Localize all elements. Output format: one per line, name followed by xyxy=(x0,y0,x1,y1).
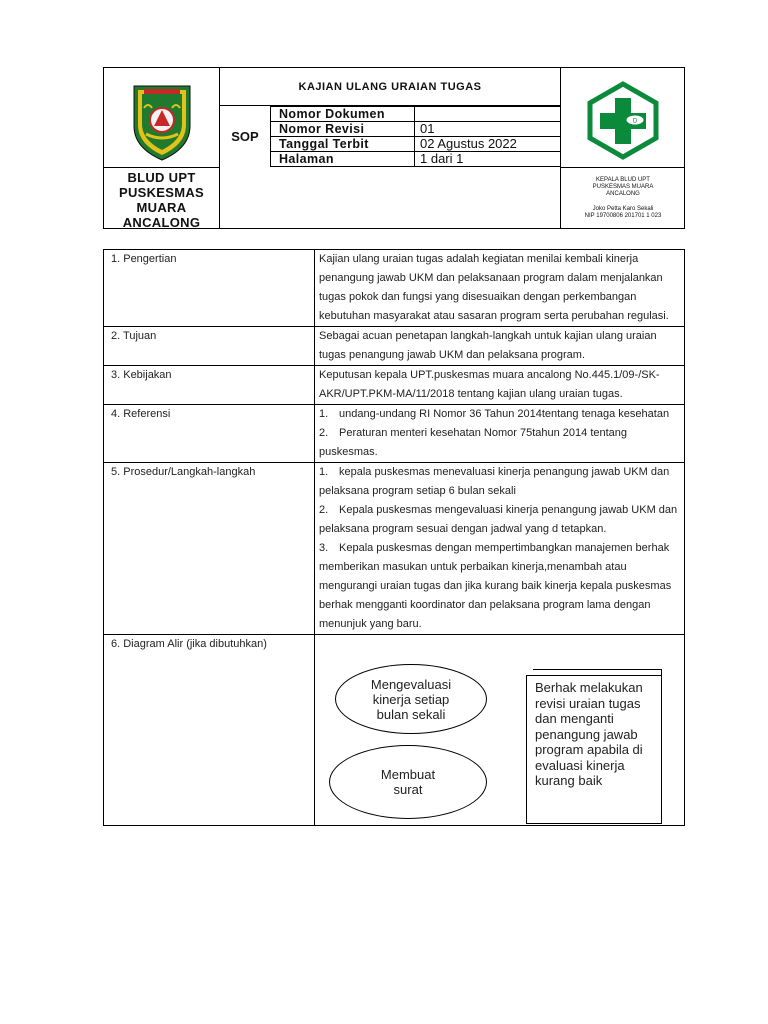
meta-row-nomor-dokumen xyxy=(270,106,560,121)
meta-row-nomor-revisi xyxy=(270,121,560,136)
sop-content-table xyxy=(103,249,685,826)
meta-value: 01 xyxy=(420,121,435,136)
list-item xyxy=(319,424,679,462)
meta-value: 1 dari 1 xyxy=(420,151,464,166)
section-label: 2. Tujuan xyxy=(104,327,315,366)
list-number: 3. xyxy=(319,542,329,554)
list-text: Peraturan menteri kesehatan Nomor 75tahun 2014 tentang puskesmas. xyxy=(319,427,628,458)
list-item xyxy=(319,405,679,424)
section-label: 1. Pengertian xyxy=(104,250,315,327)
list-item xyxy=(319,463,679,501)
meta-label: Nomor Revisi xyxy=(270,122,415,136)
puskesmas-logo-cell xyxy=(560,68,685,168)
list-item xyxy=(319,501,679,539)
list-text: kepala puskesmas menevaluasi kinerja penangung jawab UKM dan pelaksana program setiap 6 bulan sekali xyxy=(319,466,670,497)
table-row xyxy=(104,366,685,405)
approval-signature xyxy=(560,168,685,229)
list-text: undang-undang RI Nomor 36 Tahun 2014tentang tenaga kesehatan xyxy=(339,408,670,420)
table-row xyxy=(104,405,685,463)
regency-logo-cell xyxy=(104,68,220,168)
flow-box-revision: Berhak melakukan revisi uraian tugas dan menganti penangung jawab program apabila di evaluasi kinerja kurang baik xyxy=(526,675,662,824)
org-line: MUARA xyxy=(136,200,187,215)
meta-row-tanggal-terbit xyxy=(270,136,560,151)
sop-label: SOP xyxy=(231,129,259,144)
org-line: PUSKESMAS xyxy=(118,185,205,200)
list-number: 2. xyxy=(319,504,329,516)
org-line: ANCALONG xyxy=(122,215,201,230)
svg-text:D: D xyxy=(632,118,638,125)
signature-role: KEPALA BLUD UPT xyxy=(596,177,650,183)
organization-name xyxy=(104,168,220,229)
flow-ellipse-evaluate xyxy=(335,664,487,734)
flow-ellipse-text: Mengevaluasi kinerja setiap bulan sekali xyxy=(370,676,452,722)
list-number: 1. xyxy=(319,466,329,478)
list-number: 2. xyxy=(319,427,329,439)
section-text: Keputusan kepala UPT.puskesmas muara ancalong No.445.1/09-/SK-AKR/UPT.PKM-MA/11/2018 tentang kajian ulang uraian tugas. xyxy=(315,366,685,405)
regency-emblem-icon xyxy=(104,68,220,168)
table-row xyxy=(104,250,685,327)
document-meta-table xyxy=(270,106,560,168)
list-text: Kepala puskesmas dengan mempertimbangkan manajemen berhak memberikan masukan untuk perbaikan kinerja,menambah atau mengurangi uraian tugas dan jika kurang baik kinerja kepala puskesmas berhak mengganti koordinator dan pelaksana program lama dengan menunjuk yang baru. xyxy=(319,542,672,630)
meta-label: Halaman xyxy=(270,152,415,166)
signature-role: PUSKESMAS MUARA xyxy=(592,184,654,190)
list-text: Kepala puskesmas mengevaluasi kinerja penangung jawab UKM dan pelaksana program sesuai dengan jadwal yang d tetapkan. xyxy=(319,504,678,535)
section-list xyxy=(315,405,685,463)
table-row xyxy=(104,463,685,635)
section-list xyxy=(315,463,685,635)
list-item xyxy=(319,539,679,634)
flow-ellipse-letter xyxy=(329,745,487,819)
flow-ellipse-text: Membuat surat xyxy=(380,767,436,797)
signature-role: ANCALONG xyxy=(606,191,640,197)
meta-value: 02 Agustus 2022 xyxy=(420,136,517,151)
section-text: Sebagai acuan penetapan langkah-langkah untuk kajian ulang uraian tugas penangung jawab UKM dan pelaksana program. xyxy=(315,327,685,366)
document-header xyxy=(103,67,685,229)
section-label: 6. Diagram Alir (jika dibutuhkan) xyxy=(104,635,315,826)
list-number: 1. xyxy=(319,408,329,420)
flowchart-cell xyxy=(315,635,685,826)
flowchart xyxy=(315,635,684,825)
signature-name: Joko Petta Karo Sekali xyxy=(592,206,654,212)
header-blank-cell xyxy=(220,168,560,229)
section-label: 5. Prosedur/Langkah-langkah xyxy=(104,463,315,635)
table-row xyxy=(104,635,685,826)
table-row xyxy=(104,327,685,366)
meta-label: Nomor Dokumen xyxy=(270,107,415,121)
meta-label: Tanggal Terbit xyxy=(270,137,415,151)
section-label: 3. Kebijakan xyxy=(104,366,315,405)
document-title: KAJIAN ULANG URAIAN TUGAS xyxy=(220,68,560,106)
section-text: Kajian ulang uraian tugas adalah kegiatan menilai kembali kinerja penangung jawab UKM dan pelaksanaan program dalam menjalankan tugas pokok dan fungsi yang disesuaikan dengan perkembangan kebutuhan masyarakat atau sasaran program serta perubahan regulasi. xyxy=(315,250,685,327)
signature-nip: NIP 19700806 201701 1 023 xyxy=(584,213,662,219)
meta-row-halaman xyxy=(270,151,560,167)
puskesmas-logo-icon xyxy=(561,68,686,168)
section-label: 4. Referensi xyxy=(104,405,315,463)
org-line: BLUD UPT xyxy=(127,170,196,185)
